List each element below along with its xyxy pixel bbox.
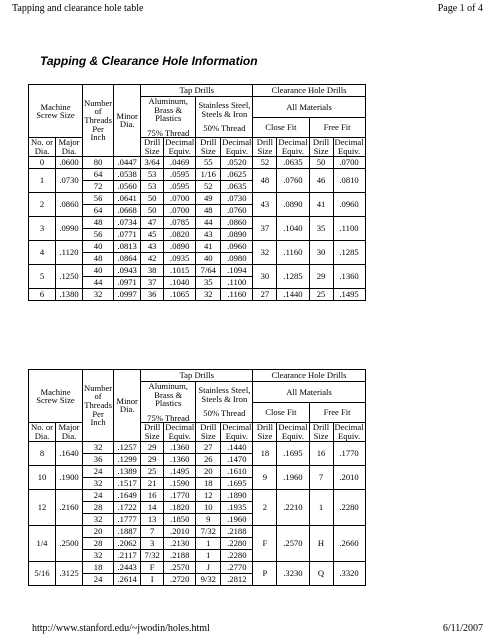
major-dia-cell: .1120 (56, 240, 83, 264)
decimal-75-cell: .1850 (164, 513, 196, 525)
tpi-cell: 64 (83, 168, 114, 180)
decimal-75-cell: .0469 (164, 156, 196, 168)
decimal-75-cell: .1360 (164, 441, 196, 453)
table-row (29, 525, 366, 537)
header-row (29, 370, 366, 382)
minor-dia-cell: .0864 (114, 252, 141, 264)
close-fit-drill-cell: 32 (253, 240, 277, 264)
drill-50-cell: 55 (196, 156, 221, 168)
tpi-cell: 24 (83, 489, 114, 501)
decimal-75-cell: .0700 (164, 204, 196, 216)
minor-dia-cell: .0771 (114, 228, 141, 240)
print-header-page: Page 1 of 4 (437, 3, 483, 14)
tpi-cell: 40 (83, 264, 114, 276)
aluminum-header (141, 97, 196, 138)
drill-50-cell: 40 (196, 252, 221, 264)
aluminum-label: Aluminum, Brass & Plastics (148, 381, 188, 409)
free-fit-decimal-cell: .1360 (333, 264, 365, 288)
decimal-50-cell: .0960 (221, 240, 253, 252)
decimal-equiv-header: Decimal Equiv. (165, 422, 195, 441)
close-fit-drill-cell: 27 (253, 288, 277, 300)
drill-75-cell: 50 (141, 192, 164, 204)
minor-dia-cell: .2117 (114, 549, 141, 561)
threads-per-inch-header: Number of Threads Per Inch (83, 85, 114, 157)
free-fit-decimal-cell: .2280 (333, 489, 365, 525)
minor-dia-header: Minor Dia. (114, 85, 141, 157)
tpi-cell: 32 (83, 441, 114, 453)
free-fit-decimal-cell: .1770 (333, 441, 365, 465)
decimal-75-cell: .1770 (164, 489, 196, 501)
drill-75-cell: 45 (141, 228, 164, 240)
table-row (29, 465, 366, 477)
minor-dia-cell: .0641 (114, 192, 141, 204)
free-fit-drill-cell: 7 (309, 465, 333, 489)
close-fit-header: Close Fit (253, 402, 309, 423)
tpi-cell: 56 (83, 192, 114, 204)
decimal-50-cell: .1960 (221, 513, 253, 525)
aluminum-header (141, 382, 196, 423)
free-fit-decimal-cell: .0700 (333, 156, 365, 168)
drill-75-cell: 3 (141, 537, 164, 549)
decimal-75-cell: .2010 (164, 525, 196, 537)
print-header-title: Tapping and clearance hole table (12, 3, 144, 14)
drill-50-cell: 26 (196, 453, 221, 465)
screw-number-cell: 4 (29, 240, 56, 264)
decimal-50-cell: .0625 (221, 168, 253, 180)
drill-size-header: Drill Size (196, 423, 221, 441)
free-fit-drill-cell: H (309, 525, 333, 561)
close-fit-decimal-cell: .1960 (277, 465, 309, 489)
free-fit-decimal-cell: .0960 (333, 192, 365, 216)
decimal-equiv-header: Decimal Equiv. (222, 137, 252, 156)
minor-dia-cell: .2614 (114, 573, 141, 585)
decimal-75-cell: .1590 (164, 477, 196, 489)
minor-dia-cell: .0734 (114, 216, 141, 228)
free-fit-drill-cell: 29 (309, 264, 333, 288)
screw-number-cell: 3 (29, 216, 56, 240)
drill-75-cell: 47 (141, 216, 164, 228)
minor-dia-cell: .0560 (114, 180, 141, 192)
decimal-75-cell: .0595 (164, 180, 196, 192)
free-fit-drill-cell: 41 (309, 192, 333, 216)
drill-75-cell: 53 (141, 180, 164, 192)
tpi-cell: 64 (83, 204, 114, 216)
drill-50-cell: 1 (196, 549, 221, 561)
drill-50-cell: 7/64 (196, 264, 221, 276)
tpi-cell: 28 (83, 537, 114, 549)
drill-50-cell: 41 (196, 240, 221, 252)
tapping-table-1 (28, 84, 366, 301)
decimal-75-cell: .2188 (164, 549, 196, 561)
drill-75-cell: F (141, 561, 164, 573)
decimal-75-cell: .1495 (164, 465, 196, 477)
tpi-cell: 56 (83, 228, 114, 240)
decimal-equiv-header: Decimal Equiv. (222, 422, 252, 441)
decimal-75-cell: .0595 (164, 168, 196, 180)
close-fit-decimal-cell: .0635 (277, 156, 309, 168)
decimal-50-cell: .1935 (221, 501, 253, 513)
minor-dia-cell: .0971 (114, 276, 141, 288)
decimal-50-cell: .0635 (221, 180, 253, 192)
major-dia-cell: .2500 (56, 525, 83, 561)
drill-size-header: Drill Size (196, 138, 221, 156)
decimal-50-cell: .2280 (221, 537, 253, 549)
decimal-equiv-header: Decimal Equiv. (278, 422, 308, 441)
table-row (29, 168, 366, 180)
major-dia-cell: .1250 (56, 264, 83, 288)
close-fit-drill-cell: 52 (253, 156, 277, 168)
stainless-label: Stainless Steel, Steels & Iron (198, 385, 251, 404)
decimal-75-cell: .0935 (164, 252, 196, 264)
close-fit-decimal-cell: .3230 (277, 561, 309, 585)
thread-75-label: 75% Thread (147, 127, 190, 138)
free-fit-drill-cell: 1 (309, 489, 333, 525)
minor-dia-cell: .1257 (114, 441, 141, 453)
thread-50-label: 50% Thread (203, 408, 246, 419)
drill-size-header: Drill Size (309, 423, 333, 441)
drill-75-cell: 16 (141, 489, 164, 501)
clearance-drills-header: Clearance Hole Drills (253, 85, 365, 97)
tpi-cell: 18 (83, 561, 114, 573)
minor-dia-cell: .1517 (114, 477, 141, 489)
drill-50-cell: 18 (196, 477, 221, 489)
minor-dia-cell: .1299 (114, 453, 141, 465)
drill-75-cell: 43 (141, 240, 164, 252)
minor-dia-cell: .0668 (114, 204, 141, 216)
tpi-cell: 20 (83, 525, 114, 537)
decimal-75-cell: .0700 (164, 192, 196, 204)
close-fit-decimal-cell: .1285 (277, 264, 309, 288)
stainless-label: Stainless Steel, Steels & Iron (198, 100, 251, 119)
screw-number-cell: 12 (29, 489, 56, 525)
header-row (29, 85, 366, 97)
header-row (29, 138, 366, 156)
decimal-50-cell: .1610 (221, 465, 253, 477)
decimal-75-cell: .1820 (164, 501, 196, 513)
table-row (29, 264, 366, 276)
decimal-75-cell: .0820 (164, 228, 196, 240)
minor-dia-header: Minor Dia. (114, 370, 141, 442)
close-fit-header: Close Fit (253, 117, 309, 138)
minor-dia-cell: .0813 (114, 240, 141, 252)
drill-75-cell: 37 (141, 276, 164, 288)
decimal-50-cell: .2770 (221, 561, 253, 573)
table-row (29, 216, 366, 228)
tpi-cell: 32 (83, 477, 114, 489)
thread-50-label: 50% Thread (203, 123, 246, 134)
drill-50-cell: 9 (196, 513, 221, 525)
decimal-50-cell: .0730 (221, 192, 253, 204)
screw-number-cell: 10 (29, 465, 56, 489)
decimal-50-cell: .2812 (221, 573, 253, 585)
tap-drills-header: Tap Drills (141, 85, 253, 97)
clearance-drills-header: Clearance Hole Drills (253, 370, 365, 382)
tpi-cell: 32 (83, 549, 114, 561)
print-footer-date: 6/11/2007 (442, 623, 483, 634)
drill-50-cell: 35 (196, 276, 221, 288)
aluminum-label: Aluminum, Brass & Plastics (148, 96, 188, 124)
table-row (29, 156, 366, 168)
free-fit-drill-cell: 50 (309, 156, 333, 168)
drill-50-cell: 49 (196, 192, 221, 204)
major-dia-cell: .1900 (56, 465, 83, 489)
decimal-75-cell: .2130 (164, 537, 196, 549)
drill-75-cell: 53 (141, 168, 164, 180)
free-fit-drill-cell: 16 (309, 441, 333, 465)
table-row (29, 441, 366, 453)
close-fit-drill-cell: 9 (253, 465, 277, 489)
screw-number-cell: 6 (29, 288, 56, 300)
decimal-75-cell: .2570 (164, 561, 196, 573)
screw-number-cell: 5/16 (29, 561, 56, 585)
drill-75-cell: 21 (141, 477, 164, 489)
minor-dia-cell: .2062 (114, 537, 141, 549)
major-dia-cell: .3125 (56, 561, 83, 585)
tpi-cell: 24 (83, 573, 114, 585)
machine-screw-size-header: Machine Screw Size (29, 85, 83, 138)
drill-50-cell: 48 (196, 204, 221, 216)
drill-50-cell: 52 (196, 180, 221, 192)
decimal-50-cell: .1890 (221, 489, 253, 501)
decimal-50-cell: .2280 (221, 549, 253, 561)
minor-dia-cell: .1887 (114, 525, 141, 537)
decimal-50-cell: .0860 (221, 216, 253, 228)
tpi-cell: 28 (83, 501, 114, 513)
close-fit-drill-cell: 30 (253, 264, 277, 288)
decimal-75-cell: .1040 (164, 276, 196, 288)
free-fit-decimal-cell: .2660 (333, 525, 365, 561)
header-row (29, 423, 366, 441)
close-fit-drill-cell: 37 (253, 216, 277, 240)
drill-75-cell: 29 (141, 441, 164, 453)
tapping-table-2 (28, 369, 366, 586)
tpi-cell: 32 (83, 513, 114, 525)
drill-size-header: Drill Size (141, 423, 164, 441)
close-fit-decimal-cell: .1440 (277, 288, 309, 300)
drill-75-cell: 14 (141, 501, 164, 513)
free-fit-decimal-cell: .3320 (333, 561, 365, 585)
machine-screw-size-header: Machine Screw Size (29, 370, 83, 423)
all-materials-header: All Materials (253, 97, 365, 118)
major-dia-cell: .1380 (56, 288, 83, 300)
major-dia-cell: .0990 (56, 216, 83, 240)
drill-50-cell: 12 (196, 489, 221, 501)
minor-dia-cell: .1389 (114, 465, 141, 477)
drill-50-cell: 10 (196, 501, 221, 513)
major-dia-header: Major Dia. (56, 138, 83, 156)
free-fit-drill-cell: 46 (309, 168, 333, 192)
decimal-75-cell: .2720 (164, 573, 196, 585)
decimal-75-cell: .1360 (164, 453, 196, 465)
decimal-50-cell: .0890 (221, 228, 253, 240)
drill-75-cell: 38 (141, 264, 164, 276)
table-row (29, 561, 366, 573)
table-row (29, 240, 366, 252)
decimal-50-cell: .1160 (221, 288, 253, 300)
decimal-50-cell: .0980 (221, 252, 253, 264)
major-dia-cell: .0860 (56, 192, 83, 216)
tpi-cell: 36 (83, 453, 114, 465)
free-fit-decimal-cell: .2010 (333, 465, 365, 489)
drill-75-cell: 7 (141, 525, 164, 537)
major-dia-cell: .1640 (56, 441, 83, 465)
decimal-50-cell: .2188 (221, 525, 253, 537)
close-fit-decimal-cell: .1160 (277, 240, 309, 264)
close-fit-drill-cell: 48 (253, 168, 277, 192)
drill-50-cell: 32 (196, 288, 221, 300)
tpi-cell: 40 (83, 240, 114, 252)
screw-number-cell: 8 (29, 441, 56, 465)
tpi-cell: 48 (83, 252, 114, 264)
drill-75-cell: 3/64 (141, 156, 164, 168)
tpi-cell: 72 (83, 180, 114, 192)
screw-number-cell: 1/4 (29, 525, 56, 561)
free-fit-drill-cell: 25 (309, 288, 333, 300)
free-fit-decimal-cell: .1285 (333, 240, 365, 264)
threads-per-inch-header: Number of Threads Per Inch (83, 370, 114, 442)
minor-dia-cell: .0447 (114, 156, 141, 168)
drill-75-cell: 29 (141, 453, 164, 465)
close-fit-drill-cell: P (253, 561, 277, 585)
close-fit-decimal-cell: .1040 (277, 216, 309, 240)
screw-number-cell: 1 (29, 168, 56, 192)
minor-dia-cell: .1649 (114, 489, 141, 501)
decimal-75-cell: .0890 (164, 240, 196, 252)
decimal-equiv-header: Decimal Equiv. (165, 137, 195, 156)
drill-50-cell: 27 (196, 441, 221, 453)
major-dia-cell: .0730 (56, 168, 83, 192)
table-row (29, 288, 366, 300)
decimal-75-cell: .0785 (164, 216, 196, 228)
decimal-75-cell: .1015 (164, 264, 196, 276)
drill-75-cell: 42 (141, 252, 164, 264)
drill-50-cell: 1/16 (196, 168, 221, 180)
decimal-50-cell: .1695 (221, 477, 253, 489)
no-or-dia-header: No. or Dia. (29, 423, 56, 441)
drill-50-cell: J (196, 561, 221, 573)
decimal-equiv-header: Decimal Equiv. (334, 422, 364, 441)
drill-75-cell: I (141, 573, 164, 585)
drill-75-cell: 7/32 (141, 549, 164, 561)
page-title: Tapping & Clearance Hole Information (40, 54, 258, 68)
print-footer-url: http://www.stanford.edu/~jwodin/holes.html (32, 623, 210, 634)
screw-number-cell: 0 (29, 156, 56, 168)
close-fit-drill-cell: F (253, 525, 277, 561)
drill-75-cell: 36 (141, 288, 164, 300)
free-fit-drill-cell: 35 (309, 216, 333, 240)
decimal-50-cell: .1470 (221, 453, 253, 465)
close-fit-decimal-cell: .1695 (277, 441, 309, 465)
drill-50-cell: 44 (196, 216, 221, 228)
tpi-cell: 24 (83, 465, 114, 477)
minor-dia-cell: .2443 (114, 561, 141, 573)
tpi-cell: 44 (83, 276, 114, 288)
screw-number-cell: 2 (29, 192, 56, 216)
drill-50-cell: 1 (196, 537, 221, 549)
table-row (29, 489, 366, 501)
free-fit-drill-cell: 30 (309, 240, 333, 264)
drill-50-cell: 7/32 (196, 525, 221, 537)
tpi-cell: 32 (83, 288, 114, 300)
screw-number-cell: 5 (29, 264, 56, 288)
decimal-50-cell: .1440 (221, 441, 253, 453)
drill-size-header: Drill Size (253, 138, 277, 156)
decimal-equiv-header: Decimal Equiv. (334, 137, 364, 156)
drill-size-header: Drill Size (309, 138, 333, 156)
no-or-dia-header: No. or Dia. (29, 138, 56, 156)
close-fit-drill-cell: 18 (253, 441, 277, 465)
minor-dia-cell: .0997 (114, 288, 141, 300)
drill-50-cell: 9/32 (196, 573, 221, 585)
free-fit-decimal-cell: .1100 (333, 216, 365, 240)
drill-50-cell: 20 (196, 465, 221, 477)
free-fit-decimal-cell: .1495 (333, 288, 365, 300)
decimal-50-cell: .1100 (221, 276, 253, 288)
free-fit-header: Free Fit (309, 402, 365, 423)
drill-size-header: Drill Size (141, 138, 164, 156)
minor-dia-cell: .0538 (114, 168, 141, 180)
decimal-50-cell: .1094 (221, 264, 253, 276)
decimal-50-cell: .0520 (221, 156, 253, 168)
all-materials-header: All Materials (253, 382, 365, 403)
tpi-cell: 80 (83, 156, 114, 168)
decimal-equiv-header: Decimal Equiv. (278, 137, 308, 156)
close-fit-decimal-cell: .2210 (277, 489, 309, 525)
major-dia-cell: .0600 (56, 156, 83, 168)
close-fit-decimal-cell: .0760 (277, 168, 309, 192)
drill-50-cell: 43 (196, 228, 221, 240)
drill-75-cell: 13 (141, 513, 164, 525)
major-dia-header: Major Dia. (56, 423, 83, 441)
major-dia-cell: .2160 (56, 489, 83, 525)
free-fit-header: Free Fit (309, 117, 365, 138)
decimal-50-cell: .0760 (221, 204, 253, 216)
stainless-header (196, 97, 253, 138)
close-fit-decimal-cell: .2570 (277, 525, 309, 561)
free-fit-decimal-cell: .0810 (333, 168, 365, 192)
tpi-cell: 48 (83, 216, 114, 228)
minor-dia-cell: .1777 (114, 513, 141, 525)
drill-75-cell: 25 (141, 465, 164, 477)
drill-size-header: Drill Size (253, 423, 277, 441)
free-fit-drill-cell: Q (309, 561, 333, 585)
stainless-header (196, 382, 253, 423)
close-fit-drill-cell: 2 (253, 489, 277, 525)
tap-drills-header: Tap Drills (141, 370, 253, 382)
close-fit-decimal-cell: .0890 (277, 192, 309, 216)
close-fit-drill-cell: 43 (253, 192, 277, 216)
drill-75-cell: 50 (141, 204, 164, 216)
minor-dia-cell: .1722 (114, 501, 141, 513)
minor-dia-cell: .0943 (114, 264, 141, 276)
decimal-75-cell: .1065 (164, 288, 196, 300)
thread-75-label: 75% Thread (147, 412, 190, 423)
table-row (29, 192, 366, 204)
